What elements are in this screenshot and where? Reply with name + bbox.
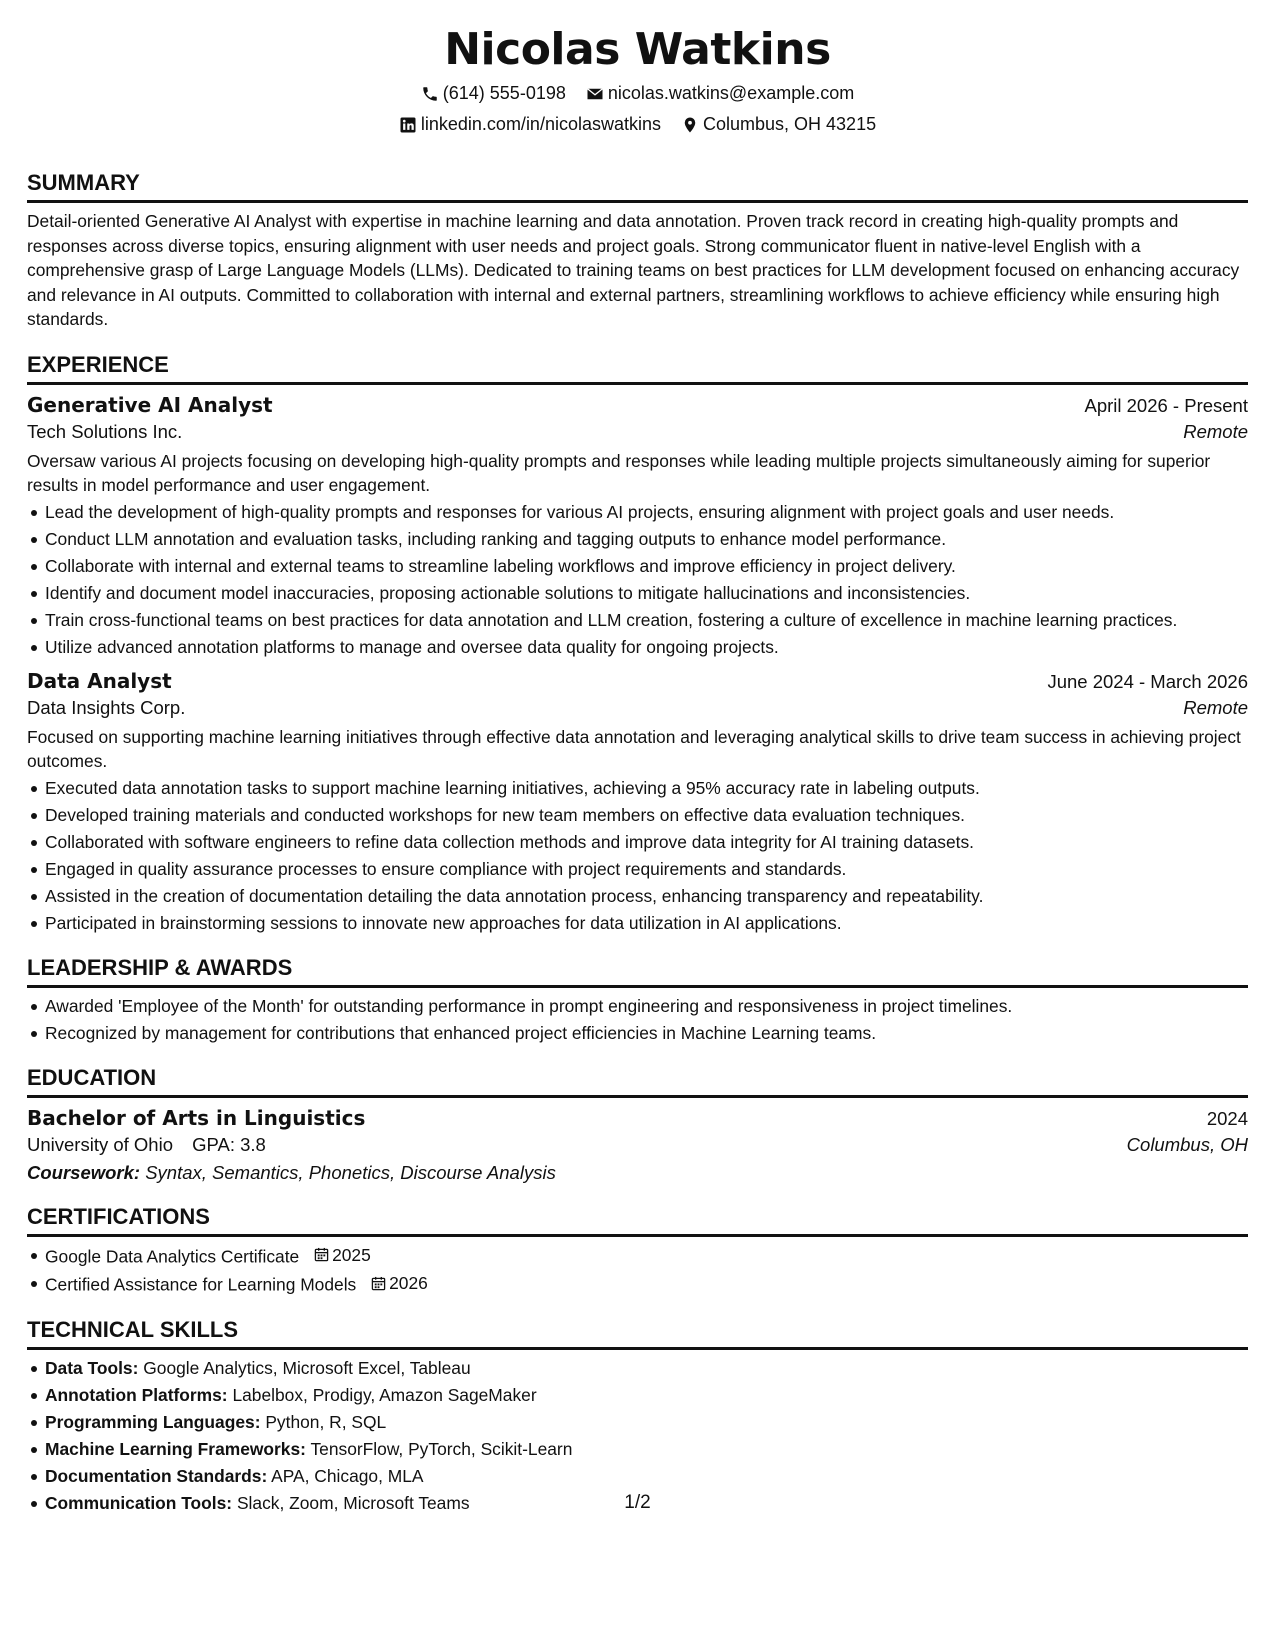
skill-label: Data Tools: [45,1357,139,1378]
school-location: Columbus, OH [1126,1133,1248,1155]
job-location: Remote [1183,420,1248,442]
email-contact [586,78,854,109]
list-item [27,1410,1248,1434]
skill-label: Communication Tools: [45,1492,233,1513]
envelope-icon [586,85,604,103]
linkedin-contact [399,109,661,140]
section-title-awards: LEADERSHIP & AWARDS [27,953,1248,988]
skill-label: Documentation Standards: [45,1465,268,1486]
linkedin-url[interactable]: linkedin.com/in/nicolaswatkins [420,114,661,134]
certification-name: Certified Assistance for Learning Models [45,1274,357,1295]
job-location: Remote [1183,696,1248,718]
certification-year: 2026 [389,1273,428,1293]
certifications-list [27,1243,1248,1297]
list-item: Awarded 'Employee of the Month' for outstanding performance in prompt engineering and responsiveness in project timelines. [27,994,1248,1018]
job-title: Data Analyst [27,668,172,693]
list-item: Collaborate with internal and external teams to streamline labeling workflows and improve efficiency in project delivery. [27,554,1248,578]
page-number: 1/2 [624,1492,651,1513]
summary-text: Detail-oriented Generative AI Analyst with expertise in machine learning and data annotation. Proven track record in creating high-quality prompts and responses across diverse topics, ensuring alignment with user needs and project goals. Strong communicator fluent in native-level English with a comprehensive grasp of Large Language Models (LLMs). Dedicated to training teams on best practices for LLM development focused on enhancing accuracy and relevance in AI outputs. Committed to collaboration with internal and external partners, streamlining workflows to achieve efficiency while ensuring high standards. [27,211,1240,329]
calendar-icon [371,1276,386,1291]
skill-value: Labelbox, Prodigy, Amazon SageMaker [232,1384,537,1405]
skill-label: Programming Languages: [45,1411,261,1432]
company-name: Tech Solutions Inc. [27,420,183,442]
location-text: Columbus, OH 43215 [703,114,877,134]
coursework-label: Coursework: [27,1161,141,1183]
skill-label: Annotation Platforms: [45,1384,228,1405]
section-title-summary: SUMMARY [27,168,1248,203]
calendar-icon [314,1247,329,1262]
list-item: Identify and document model inaccuracies, proposing actionable solutions to mitigate hallucinations and inconsistencies. [27,581,1248,605]
coursework [27,1162,1248,1184]
list-item: Collaborated with software engineers to refine data collection methods and improve data integrity for AI training datasets. [27,830,1248,854]
degree-title: Bachelor of Arts in Linguistics [27,1105,366,1130]
graduation-year: 2024 [1206,1107,1248,1129]
gpa-value: GPA: 3.8 [192,1133,266,1155]
summary-section [27,168,1248,332]
list-item [27,1464,1248,1488]
list-item [27,1437,1248,1461]
coursework-list: Syntax, Semantics, Phonetics, Discourse Analysis [145,1161,556,1183]
experience-section [27,350,1248,935]
contact-line-1 [27,78,1248,109]
section-title-experience: EXPERIENCE [27,350,1248,385]
list-item: Lead the development of high-quality prompts and responses for various AI projects, ensuring alignment with project goals and user needs. [27,500,1248,524]
job-entry [27,393,1248,659]
company-name: Data Insights Corp. [27,696,186,718]
section-title-education: EDUCATION [27,1063,1248,1098]
skill-value: Slack, Zoom, Microsoft Teams [236,1492,470,1513]
skill-value: TensorFlow, PyTorch, Scikit-Learn [310,1438,573,1459]
job-description: Focused on supporting machine learning initiatives through effective data annotation and leveraging analytical skills to drive team success in achieving project outcomes. [27,726,1241,771]
job-entry [27,669,1248,935]
list-item: Engaged in quality assurance processes to ensure compliance with project requirements and standards. [27,857,1248,881]
contact-line-2 [27,109,1248,140]
section-title-certifications: CERTIFICATIONS [27,1202,1248,1237]
list-item: Executed data annotation tasks to support machine learning initiatives, achieving a 95% accuracy rate in labeling outputs. [27,776,1248,800]
list-item: Utilize advanced annotation platforms to manage and oversee data quality for ongoing projects. [27,635,1248,659]
skill-value: Google Analytics, Microsoft Excel, Tableau [143,1357,471,1378]
certification-year: 2025 [332,1244,371,1265]
list-item: Assisted in the creation of documentation detailing the data annotation process, enhancing transparency and repeatability. [27,884,1248,908]
job-date: June 2024 - March 2026 [1047,670,1248,692]
education-section [27,1063,1248,1184]
job-title: Generative AI Analyst [27,392,273,417]
school-name: University of Ohio [27,1133,173,1155]
list-item [27,1383,1248,1407]
email-address[interactable]: nicolas.watkins@example.com [607,83,855,103]
list-item: Developed training materials and conducted workshops for new team members on effective data evaluation techniques. [27,803,1248,827]
list-item [27,1271,1248,1297]
certifications-section [27,1202,1248,1297]
list-item [27,1243,1248,1269]
section-title-skills: TECHNICAL SKILLS [27,1315,1248,1350]
phone-contact [421,78,566,109]
location-contact [681,109,876,140]
phone-number[interactable]: (614) 555-0198 [442,83,566,103]
skill-value: APA, Chicago, MLA [271,1465,424,1486]
skill-value: Python, R, SQL [265,1411,387,1432]
awards-list [27,994,1248,1045]
skills-list [27,1356,1248,1515]
job-description: Oversaw various AI projects focusing on developing high-quality prompts and responses while leading multiple projects simultaneously aiming for superior results in model performance and user engagement. [27,450,1211,495]
list-item: Recognized by management for contributions that enhanced project efficiencies in Machine Learning teams. [27,1021,1248,1045]
skills-section [27,1315,1248,1515]
candidate-name: Nicolas Watkins [444,24,831,75]
job-bullets [27,500,1248,659]
job-date: April 2026 - Present [1084,394,1248,416]
list-item: Train cross-functional teams on best practices for data annotation and LLM creation, fostering a culture of excellence in machine learning practices. [27,608,1248,632]
job-bullets [27,776,1248,935]
list-item [27,1356,1248,1380]
map-pin-icon [681,116,699,134]
awards-section [27,953,1248,1045]
skill-label: Machine Learning Frameworks: [45,1438,306,1459]
certification-name: Google Data Analytics Certificate [45,1246,300,1266]
list-item: Conduct LLM annotation and evaluation tasks, including ranking and tagging outputs to enhance model performance. [27,527,1248,551]
phone-icon [421,85,439,103]
linkedin-icon [399,116,417,134]
list-item: Participated in brainstorming sessions to innovate new approaches for data utilization in AI applications. [27,911,1248,935]
